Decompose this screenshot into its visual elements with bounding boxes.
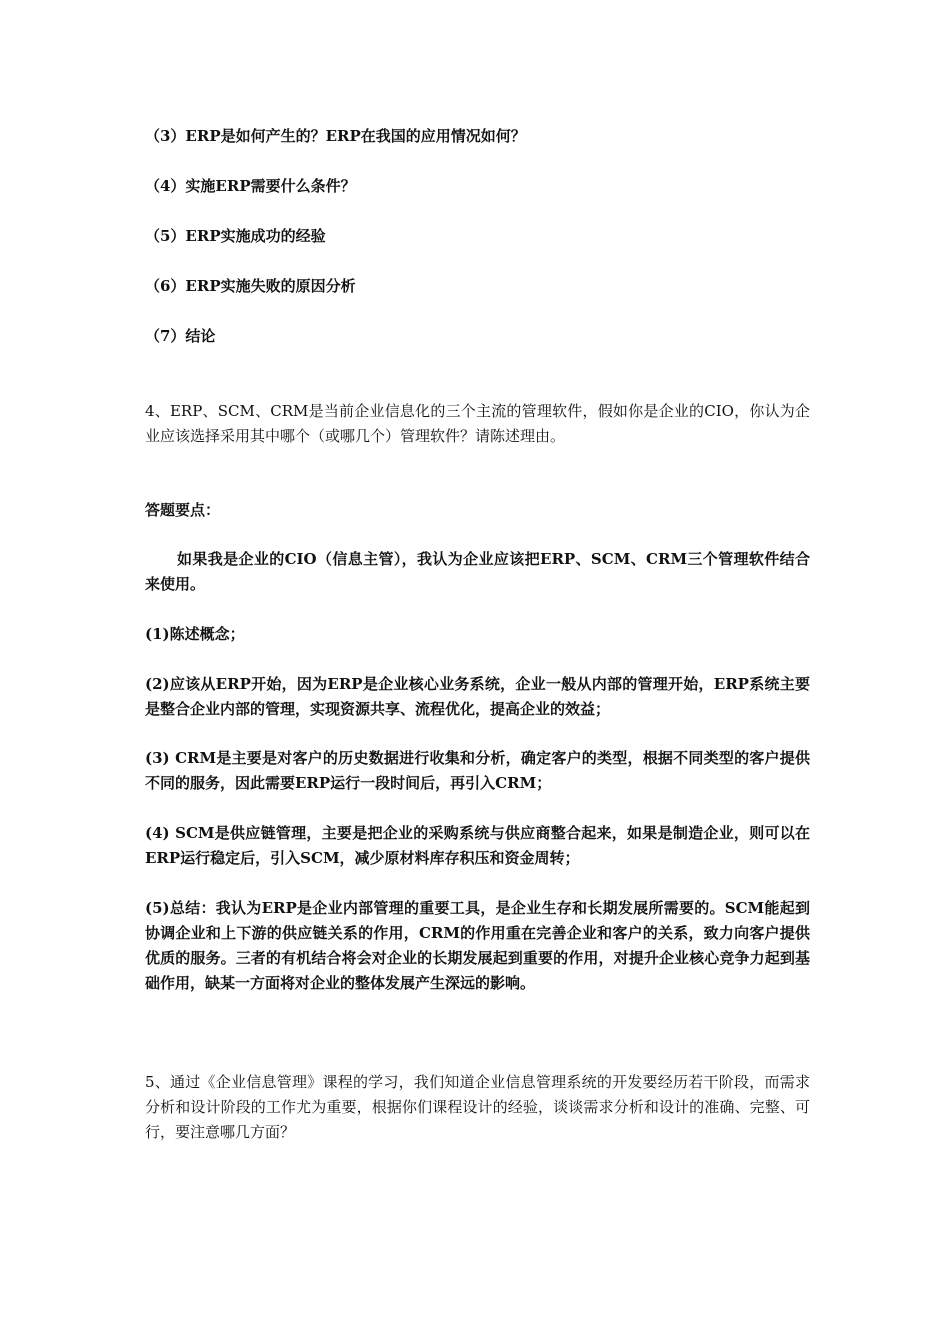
- outline-item-4: （4）实施ERP需要什么条件？: [145, 177, 356, 195]
- answer-point-2-text: (2)应该从ERP开始，因为ERP是企业核心业务系统，企业一般从内部的管理开始，ERP系统主要是整合企业内部的管理，实现资源共享、流程优化，提高企业的效益；: [145, 675, 810, 718]
- answer-intro: [145, 547, 810, 597]
- answer-point-5: [145, 896, 810, 996]
- question-4: [145, 399, 810, 449]
- question-5-text: 5、通过《企业信息管理》课程的学习，我们知道企业信息管理系统的开发要经历若干阶段，而需求分析和设计阶段的工作尤为重要，根据你们课程设计的经验，谈谈需求分析和设计的准确、完整、可行，要注意哪几方面？: [145, 1073, 810, 1141]
- outline-item-3: （3）ERP是如何产生的？ERP在我国的应用情况如何？: [145, 127, 526, 145]
- answer-point-4: [145, 821, 810, 871]
- answer-point-3-text: (3) CRM是主要是对客户的历史数据进行收集和分析，确定客户的类型，根据不同类型的客户提供不同的服务，因此需要ERP运行一段时间后，再引入CRM；: [145, 749, 810, 792]
- outline-item-5: （5）ERP实施成功的经验: [145, 227, 326, 245]
- outline-item-7: （7）结论: [145, 327, 216, 345]
- answer-point-2: [145, 672, 810, 722]
- answer-point-1: [145, 622, 810, 647]
- answer-point-5-text: (5)总结：我认为ERP是企业内部管理的重要工具，是企业生存和长期发展所需要的。SCM能起到协调企业和上下游的供应链关系的作用，CRM的作用重在完善企业和客户的关系，致力向客户提供优质的服务。三者的有机结合将会对企业的长期发展起到重要的作用，对提升企业核心竞争力起到基础作用，缺某一方面将对企业的整体发展产生深远的影响。: [145, 899, 810, 992]
- answer-point-1-text: (1)陈述概念；: [145, 625, 245, 643]
- answer-point-3: [145, 746, 810, 796]
- answer-point-4-text: (4) SCM是供应链管理，主要是把企业的采购系统与供应商整合起来，如果是制造企业，则可以在ERP运行稳定后，引入SCM，减少原材料库存积压和资金周转；: [145, 824, 810, 867]
- answer-heading: 答题要点：: [145, 501, 221, 519]
- question-5: [145, 1070, 810, 1145]
- outline-item-6: （6）ERP实施失败的原因分析: [145, 277, 356, 295]
- question-4-text: 4、ERP、SCM、CRM是当前企业信息化的三个主流的管理软件，假如你是企业的CIO，你认为企业应该选择采用其中哪个（或哪几个）管理软件？请陈述理由。: [145, 402, 810, 445]
- answer-intro-text: 如果我是企业的CIO（信息主管），我认为企业应该把ERP、SCM、CRM三个管理软件结合来使用。: [145, 550, 810, 593]
